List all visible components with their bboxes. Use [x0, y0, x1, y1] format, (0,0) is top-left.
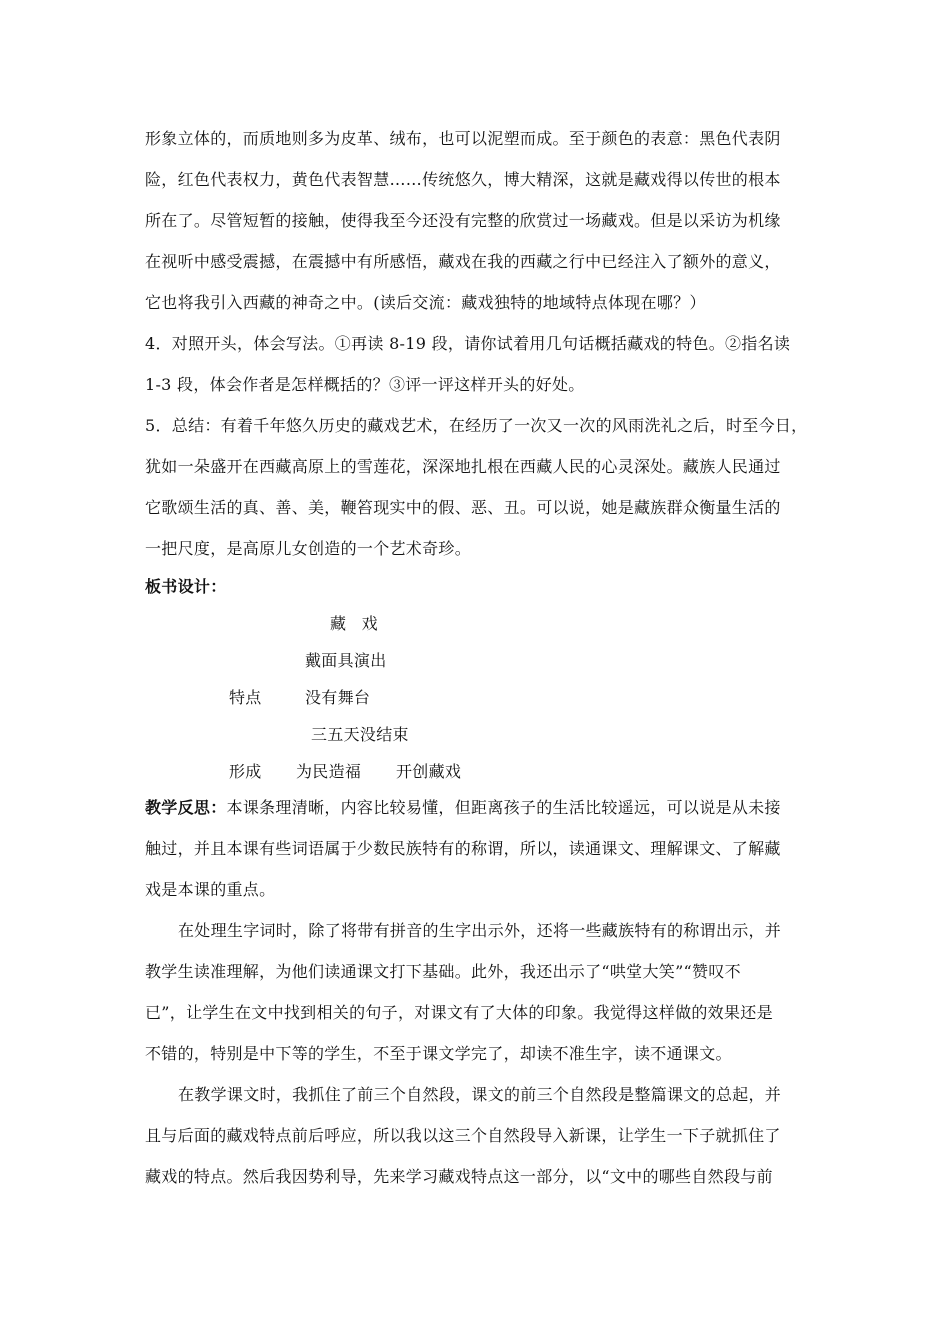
reflection-line: 触过，并且本课有些词语属于少数民族特有的称谓，所以，读通课文、理解课文、了解藏: [145, 839, 781, 858]
body-line: 一把尺度，是高原儿女创造的一个艺术奇珍。: [145, 539, 472, 558]
reflection-p3-line: 且与后面的藏戏特点前后呼应，所以我以这三个自然段导入新课，让学生一下子就抓住了: [145, 1126, 781, 1145]
board-heading: 板书设计：: [145, 577, 227, 596]
reflection-p3-line: 藏戏的特点。然后我因势利导，先来学习藏戏特点这一部分，以“文中的哪些自然段与前: [145, 1167, 773, 1186]
body-line: 所在了。尽管短暂的接触，使得我至今还没有完整的欣赏过一场藏戏。但是以采访为机缘: [145, 211, 781, 230]
body-line: 形象立体的，而质地则多为皮革、绒布，也可以泥塑而成。至于颜色的表意：黑色代表阴: [145, 129, 781, 148]
reflection-p2-line: 在处理生字词时，除了将带有拼音的生字出示外，还将一些藏族特有的称谓出示，并: [178, 921, 782, 940]
board-item: 三五天没结束: [311, 725, 409, 744]
reflection-p2-line: 不错的，特别是中下等的学生，不至于课文学完了，却读不准生字，读不通课文。: [145, 1044, 732, 1063]
board-title: 藏 戏: [330, 614, 378, 633]
reflection-heading: 教学反思：: [145, 798, 227, 817]
reflection-p2-line: 教学生读准理解，为他们读通课文打下基础。此外，我还出示了“哄堂大笑”“赞叹不: [145, 962, 741, 981]
body-line: 在视听中感受震撼，在震撼中有所感悟，藏戏在我的西藏之行中已经注入了额外的意义，: [145, 252, 781, 271]
reflection-text: 本课条理清晰，内容比较易懂，但距离孩子的生活比较遥远，可以说是从未接: [226, 798, 781, 817]
reflection-p3-line: 在教学课文时，我抓住了前三个自然段，课文的前三个自然段是整篇课文的总起，并: [178, 1085, 782, 1104]
board-item: 没有舞台: [305, 688, 371, 707]
body-line: 它也将我引入西藏的神奇之中。(读后交流：藏戏独特的地域特点体现在哪？）: [145, 293, 706, 312]
body-line: 险，红色代表权力，黄色代表智慧……传统悠久，博大精深，这就是藏戏得以传世的根本: [145, 170, 781, 189]
board-item: 开创藏戏: [396, 762, 462, 781]
body-line: 它歌颂生活的真、善、美，鞭笞现实中的假、恶、丑。可以说，她是藏族群众衡量生活的: [145, 498, 781, 517]
board-item: 戴面具演出: [305, 651, 387, 670]
board-item: 为民造福: [296, 762, 362, 781]
reflection-first-line: [145, 797, 781, 819]
body-line: 1-3 段，体会作者是怎样概括的？③评一评这样开头的好处。: [145, 375, 585, 394]
board-label-formation: 形成: [229, 762, 262, 781]
board-label-features: 特点: [229, 688, 262, 707]
reflection-line: 戏是本课的重点。: [145, 880, 276, 899]
body-line: 5．总结：有着千年悠久历史的藏戏艺术，在经历了一次又一次的风雨洗礼之后，时至今日，: [145, 416, 808, 435]
reflection-p2-line: 已”，让学生在文中找到相关的句子，对课文有了大体的印象。我觉得这样做的效果还是: [145, 1003, 773, 1022]
body-line: 4．对照开头，体会写法。①再读 8-19 段，请你试着用几句话概括藏戏的特色。②指名读: [145, 334, 791, 353]
body-line: 犹如一朵盛开在西藏高原上的雪莲花，深深地扎根在西藏人民的心灵深处。藏族人民通过: [145, 457, 781, 476]
